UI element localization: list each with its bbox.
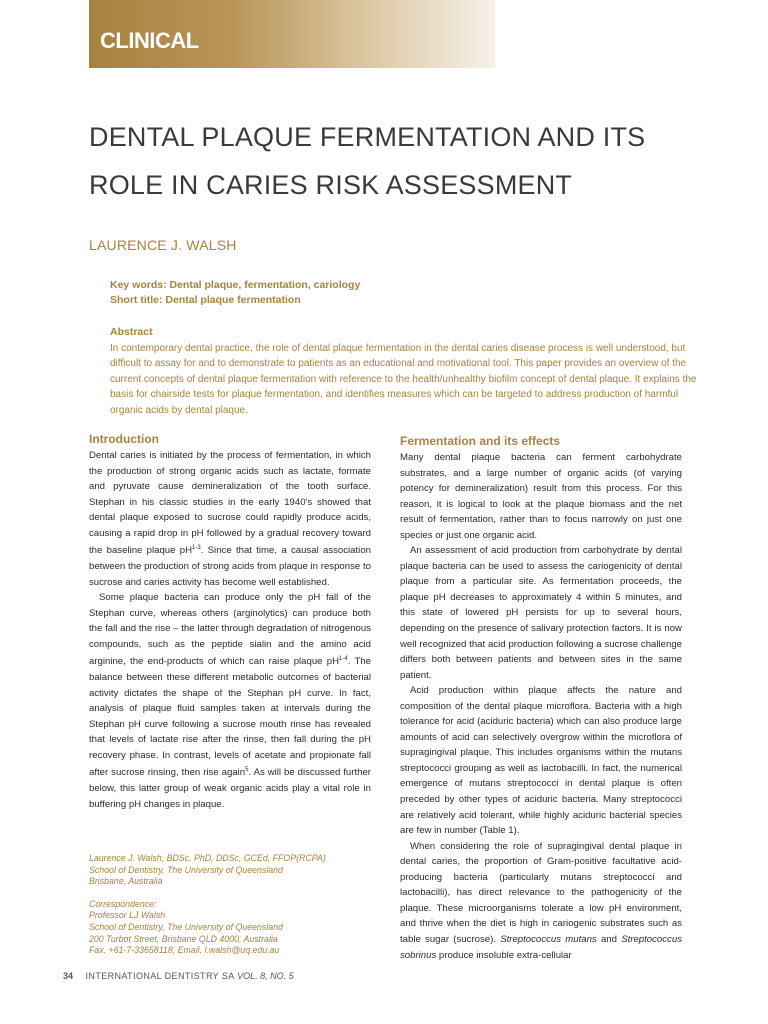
section-label: CLINICAL	[100, 28, 199, 53]
left-column	[89, 432, 371, 812]
author-school: School of Dentistry, The University of Queensland	[89, 864, 283, 875]
abstract-block	[110, 325, 710, 418]
section-banner	[89, 0, 495, 68]
introduction-paragraph-1: Dental caries is initiated by the process of fermentation, in which the production of strong organic acids such as lactate, formate and pyruvate cause demineralization of the tooth surface. Stephan in his classic studies in the early 1940's showed that dental plaque exposed to sucrose could rapidly produce acids, causing a rapid drop in pH followed by a gradual recovery toward the baseline plaque $pH^{1-3}$. Since that time, a causal association between the production of strong acids from plaque in response to sucrose and caries activity has become well established.	[89, 450, 371, 588]
keywords-block	[110, 278, 710, 308]
correspondence-name: Professor LJ Walsh	[89, 910, 166, 921]
page-number: 34	[63, 971, 74, 981]
fermentation-paragraph-2: An assessment of acid production from carbohydrate by dental plaque bacteria can be used to assess the cariogenicity of dental plaque from a particular site. As fermentation proceeds, the plaque pH decreases to approximately 4 within 5 minutes, and this state of lowered pH persists for up to several hours, depending on the presence of salivary protection factors. It is now well recognized that acid production following a sucrose challenge differs both between patients and between sites in the same patient.	[400, 545, 682, 681]
keywords-line: Key words: Dental plaque, fermentation, cariology	[110, 279, 361, 291]
article-title-line-2: ROLE IN CARIES RISK ASSESSMENT	[89, 170, 573, 200]
author-city: Brisbane, Australia	[89, 876, 163, 887]
abstract-text: In contemporary dental practice, the role of dental plaque fermentation in the dental caries disease process is well understood, but difficult to assay for and to demonstrate to patients as an educational and motivational tool. This paper provides an overview of the current concepts of dental plaque fermentation with reference to the health/unhealthy biofilm concept of dental plaque. It explains the basis for chairside tests for plaque fermentation, and identifies measures which can be targeted to address production of harmful organic acids by dental plaque.	[110, 342, 697, 416]
fermentation-heading: Fermentation and its effects	[400, 434, 561, 448]
author-credentials: Laurence J. Walsh, BDSc, PhD, DDSc, GCEd, FFOP(RCPA)	[89, 853, 326, 863]
journal-volume: VOL. 8, NO. 5	[237, 971, 294, 981]
correspondence-address: 200 Turbot Street, Brisbane QLD 4000, Australia	[89, 933, 278, 944]
article-title-line-1: DENTAL PLAQUE FERMENTATION AND ITS	[89, 122, 646, 152]
correspondence-heading: Correspondence:	[89, 898, 157, 909]
article-title	[89, 113, 709, 209]
journal-name: INTERNATIONAL DENTISTRY SA	[85, 971, 235, 981]
fermentation-paragraph-4: When considering the role of supragingival dental plaque in dental caries, the proportion of Gram-positive facultative acid-producing bacteria (particularly mutans streptococci and lactobacilli), has direct relevance to the pathogenicity of the plaque. These microorganisms tolerate a low pH environment, and thrive when the diet is high in cariogenic substrates such as table sugar (sucrose). Streptococcus mutans and Streptococcus sobrinus produce insoluble extra-cellular	[400, 840, 682, 961]
short-title-line: Short title: Dental plaque fermentation	[110, 294, 301, 306]
introduction-paragraph-2: Some plaque bacteria can produce only the pH fall of the Stephan curve, whereas others (arginolytics) can produce both the fall and the rise – the latter through degradation of nitrogenous compounds, such as the peptide sialin and the amino acid arginine, the end-products of which can raise plaque $pH^{1-4}$. The balance between these different metabolic outcomes of bacterial activity dictates the shape of the Stephan pH curve. In fact, analysis of plaque fluid samples taken at intervals during the Stephan pH curve following a sucrose mouth rinse has revealed that levels of lactate rise after the rinse, then fall during the pH recovery phase. In contrast, levels of acetate and propionate fall after sucrose rinsing, then rise again$^5$. As will be discussed further below, this latter group of weak organic acids play a vital role in buffering pH changes in plaque.	[89, 592, 371, 810]
affiliation-block	[89, 853, 371, 968]
correspondence-contact: Fax. +61-7-33658118, Email. l.walsh@uq.edu.au	[89, 945, 280, 956]
correspondence-school: School of Dentistry, The University of Queensland	[89, 921, 283, 932]
author-name: LAURENCE J. WALSH	[89, 237, 237, 253]
fermentation-paragraph-3: Acid production within plaque affects the nature and composition of the dental plaque microflora. Bacteria with a high tolerance for acid (aciduric bacteria) which can also produce large amounts of acid can selectively overgrow within the microflora of supragingival plaque. This includes organisms within the mutans streptococci grouping as well as lactobacilli. In fact, the numerical emergence of mutans streptococci in dental plaque is often preceded by other types of aciduric bacteria. Many streptococci are relatively acid tolerant, while highly aciduric bacterial species are few in number (Table 1).	[400, 685, 682, 837]
abstract-heading: Abstract	[110, 326, 153, 338]
introduction-heading: Introduction	[89, 432, 159, 446]
right-column	[400, 434, 682, 963]
fermentation-paragraph-1: Many dental plaque bacteria can ferment carbohydrate substrates, and a large number of organic acids (of varying potency for demineralization) result from this process. For this reason, it is logical to look at the plaque biomass and the net result of fermentation, rather than to focus narrowly on just one species or just one organic acid.	[400, 452, 682, 541]
page-footer	[63, 971, 294, 981]
